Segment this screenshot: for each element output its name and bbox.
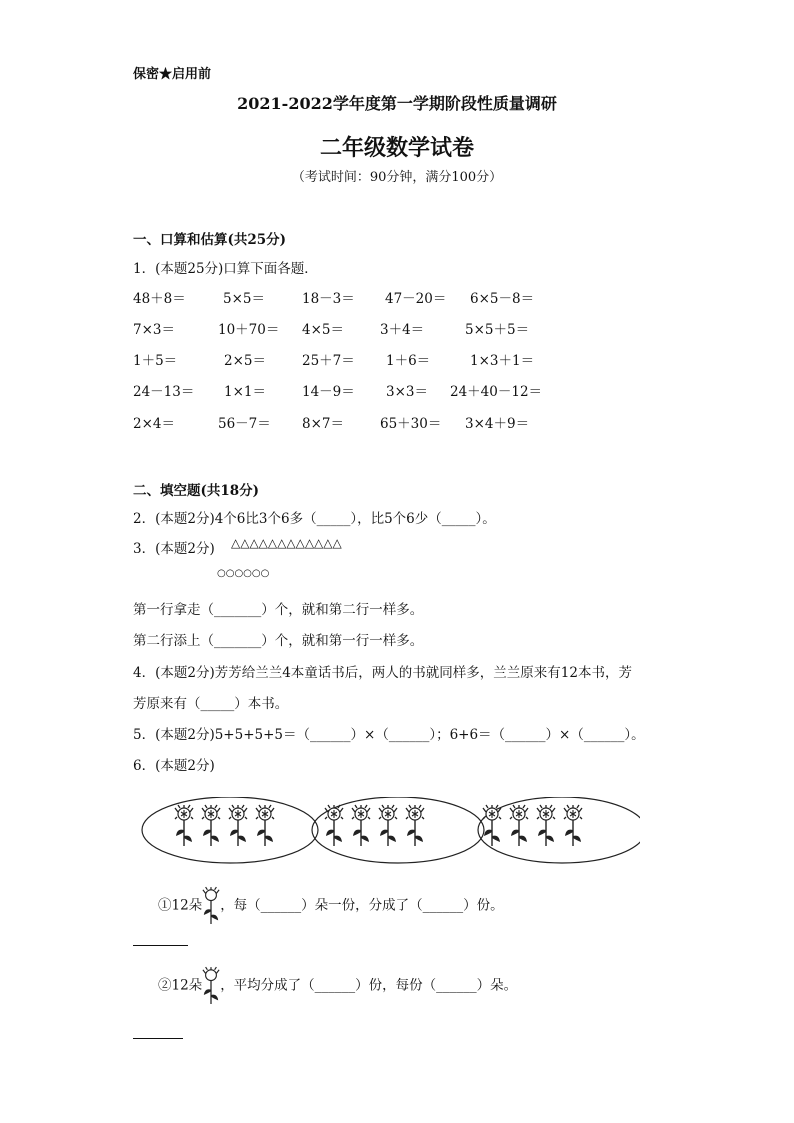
calc-item: 10＋70＝ [218,322,280,338]
flower-icon [229,805,247,846]
calc-item: 4×5＝ [302,322,344,338]
calc-item: 8×7＝ [302,416,344,432]
flower-icon [202,805,220,846]
q2-text: 2．(本题2分)4个6比3个6多（_____），比5个6少（_____）。 [133,511,496,527]
q6-part-b [158,966,517,1006]
flower-icon [406,805,424,846]
q4-line2: 芳原来有（_____）本书。 [133,696,289,712]
flower-groups-illustration [140,797,640,867]
calc-item: 1×1＝ [224,384,266,400]
answer-line [133,945,188,946]
flower-icon [256,805,274,846]
q6-part-a-suffix: ，每（______）朵一份，分成了（______）份。 [220,897,504,914]
flower-icon [379,805,397,846]
flower-icon [202,886,220,926]
answer-line [133,1038,183,1039]
calc-item: 1＋5＝ [133,353,178,369]
paper-title: 二年级数学试卷 [319,135,474,161]
calc-item: 1×3＋1＝ [470,353,535,369]
q6-part-a-prefix: ①12朵 [158,897,203,914]
calc-item: 3×4＋9＝ [465,416,530,432]
exam-title: 2021-2022学年度第一学期阶段性质量调研 [237,94,557,113]
flower-icon [175,805,193,846]
calc-item: 2×4＝ [133,416,175,432]
flower-group-oval [142,797,318,863]
q6-part-a [158,886,504,926]
q3-triangles: △△△△△△△△△△△△ [231,536,342,550]
flower-icon [202,966,220,1006]
q6-stem: 6．(本题2分) [133,758,215,774]
exam-note: （考试时间：90分钟，满分100分） [291,170,503,185]
calc-item: 56－7＝ [218,416,271,432]
flower-icon [325,805,343,846]
confidential-label: 保密★启用前 [133,67,212,82]
q3-part-b: 第二行添上（_______）个，就和第一行一样多。 [133,633,424,649]
calc-item: 3×3＝ [386,384,428,400]
q6-part-b-suffix: ，平均分成了（______）份，每份（______）朵。 [220,977,518,994]
calc-item: 1＋6＝ [386,353,431,369]
calc-item: 65＋30＝ [380,416,442,432]
q5-text: 5．(本题2分)5+5+5+5＝（______）×（______）；6+6＝（______）×（______）。 [133,727,645,743]
calc-item: 14－9＝ [302,384,355,400]
flower-group-oval [478,797,640,863]
flower-icon [537,805,555,846]
q6-part-b-prefix: ②12朵 [158,977,203,994]
calc-item: 24－13＝ [133,384,195,400]
flower-icon [352,805,370,846]
calc-item: 24＋40－12＝ [450,384,543,400]
q3-circles: ○○○○○○ [217,568,270,579]
section1-heading: 一、口算和估算(共25分) [133,232,287,248]
calc-item: 5×5＝ [223,291,265,307]
flower-icon [483,805,501,846]
calc-item: 18－3＝ [302,291,355,307]
flower-icon [510,805,528,846]
q4-line1: 4．(本题2分)芳芳给兰兰4本童话书后，两人的书就同样多，兰兰原来有12本书，芳 [133,665,632,681]
calc-item: 3＋4＝ [380,322,425,338]
calc-item: 5×5＋5＝ [465,322,530,338]
calc-item: 25＋7＝ [302,353,355,369]
q3-stem: 3．(本题2分) [133,541,215,557]
calc-item: 48＋8＝ [133,291,186,307]
q3-part-a: 第一行拿走（_______）个，就和第二行一样多。 [133,602,424,618]
calc-item: 47－20＝ [385,291,447,307]
calc-item: 2×5＝ [224,353,266,369]
calc-item: 7×3＝ [133,322,175,338]
flower-icon [564,805,582,846]
calc-item: 6×5－8＝ [470,291,535,307]
flower-group-oval [312,797,484,863]
section2-heading: 二、填空题(共18分) [133,483,260,499]
q1-stem: 1．(本题25分)口算下面各题． [133,261,318,277]
